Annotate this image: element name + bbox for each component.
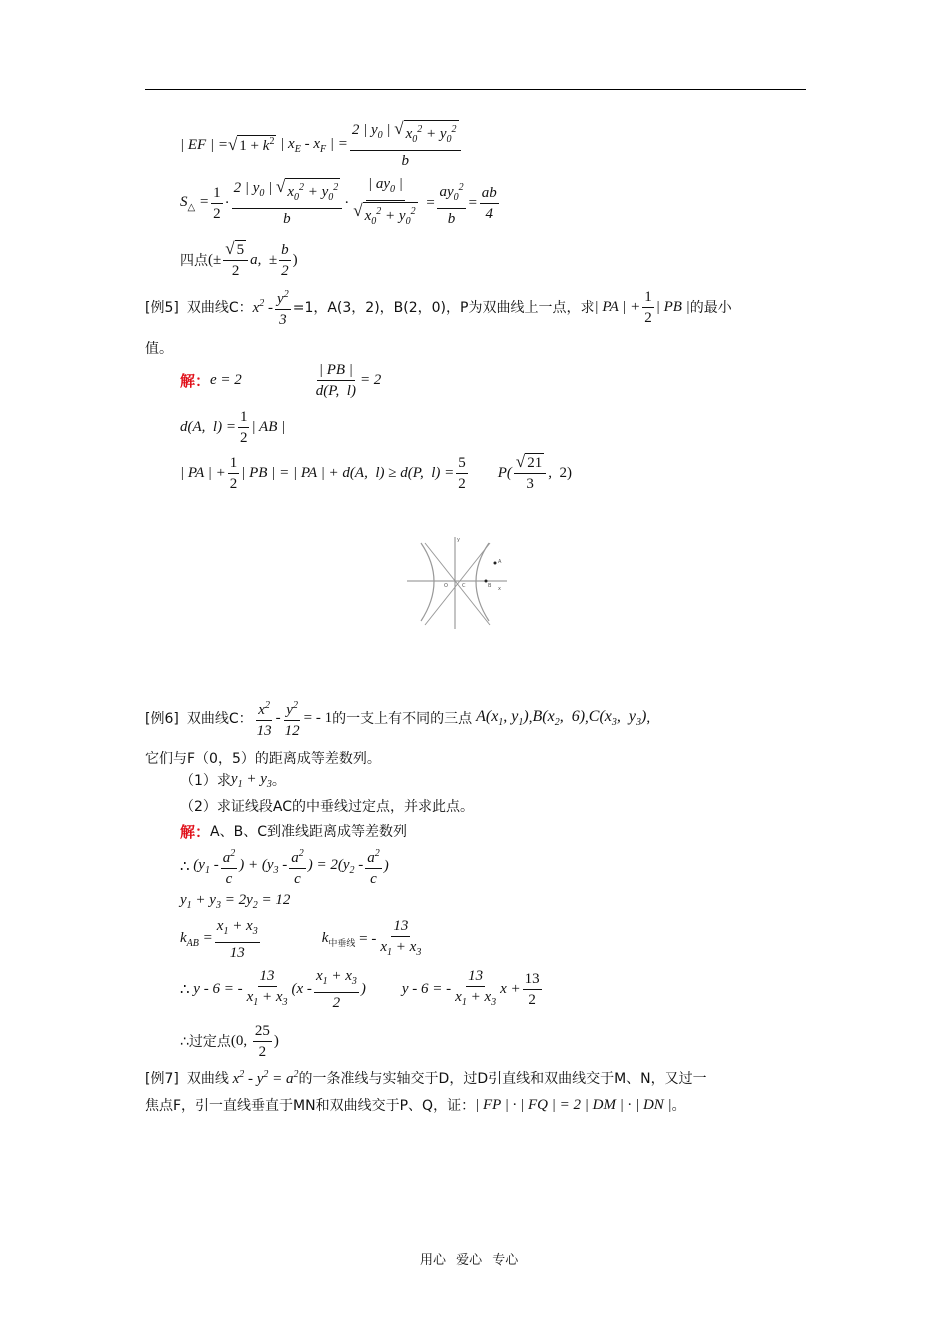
ex5-label: [例5] <box>145 300 179 316</box>
ex6-fixed-point: ∴过定点 (0, $\frac{25}{2}$ ) <box>180 1022 279 1060</box>
ex5-text3: 的最小 <box>689 300 732 316</box>
four-points: 四点 (± √ 5 2 a, ± $\frac{b}{2}$ ) <box>180 239 298 279</box>
ex5-solution-label: 解： <box>180 371 211 390</box>
ex6-solution-line5: ∴ y - 6 = - $\frac{13}{x_1 + x_3}$ (x - $\frac{x_1 + x_3}{2}$ ) y - 6 = - $\frac{13}{x_1 + x_3}$ x + $\frac{13}{2}$ <box>180 967 540 1011</box>
four-points-label: 四点 <box>180 253 208 269</box>
ex5-solution-line3: | PA | + $\frac{1}{2}$ | PB | = | PA | + d(A, l) ≥ d(P, l) = $\frac{5}{2}$ P( √ 21 3 , 2) <box>180 452 573 492</box>
ex6-solution-line2: ∴ ($y_1$ - $\frac{a^2}{c}$ ) + ($y_3$ - $\frac{a^2}{c}$ ) = $2(y_2$ - $\frac{a^2}{c}$ ) <box>180 843 389 889</box>
ex6-statement: [例6] 双曲线C： $\frac{x^2}{13}$ - $\frac{y^2}{12}$ = - 1 的一支上有不同的三点 $A(x_1$, $y_1$) , $B(x_2$, 6) , $C(x_3$, $y_3$) , <box>145 695 650 741</box>
hyperbola-figure <box>405 535 510 630</box>
formula-area: $S_\triangle$ = $\frac{1}{2}$ · 2 | $y_0$ | √ $x_0^2 + y_0^2$ b · | $ay_0$ | √ $x_0^2 + y_0^2$ = $\frac{ay_0^2}{b}$ = $\frac{ab}{4}$ <box>180 177 501 229</box>
label-c: C <box>462 583 466 589</box>
page-footer: 用心 爱心 专心 <box>420 1253 519 1268</box>
label-o: O <box>444 583 448 589</box>
ex6-solution-line1: 解： A、B、C到准线距离成等差数列 <box>180 822 407 841</box>
ex7-statement: [例7] 双曲线 $x^2 - y^2 = a^2$ 的一条准线与实轴交于D，过D引直线和双曲线交于M、N，又过一 <box>145 1068 707 1087</box>
label-x: x <box>498 586 501 592</box>
ex6-q1: （1）求 $y_1 + y_3$ 。 <box>180 770 286 790</box>
ex5-solution-line2: d(A, l) = $\frac{1}{2}$ | AB | <box>180 408 286 446</box>
header-rule <box>145 89 806 90</box>
ex6-solution-line3: $y_1 + y_3 = 2y_2 = 12$ <box>180 891 291 911</box>
ex6-statement-cont: 它们与F（0，5）的距离成等差数列。 <box>145 751 381 767</box>
ex7-statement-cont: 焦点F，引一直线垂直于MN和双曲线交于P、Q，证： | FP | · | FQ | = 2 | DM | · | DN | 。 <box>145 1096 686 1114</box>
label-a: A <box>498 559 502 565</box>
ex6-q2: （2）求证线段AC的中垂线过定点，并求此点。 <box>180 799 475 815</box>
ex5-text2: =1，A(3，2)，B(2，0)，P为双曲线上一点，求 <box>292 300 595 316</box>
ex6-solution-label: 解： <box>180 822 211 841</box>
formula-ef: | EF | = √ $1 + k^2$ | $x_E - x_F$ | = 2 | $y_0$ | √ $x_0^2 + y_0^2$ b <box>180 120 463 170</box>
label-b: B <box>488 583 492 589</box>
point-a <box>494 562 497 565</box>
ex6-solution-line4: $k_{AB}$ = $\frac{x_1 + x_3}{13}$ $k_{中垂线}$ = - $\frac{13}{x_1 + x_3}$ <box>180 917 422 961</box>
ex5-text1: 双曲线C： <box>186 300 253 316</box>
ex5-statement-cont: 值。 <box>145 341 173 357</box>
label-y: y <box>457 537 460 543</box>
ex5-statement: [例5] 双曲线C： $x^2$ - $\frac{y^2}{3}$ =1，A(3，2)，B(2，0)，P为双曲线上一点，求 | PA | + $\frac{1}{2}$ | PB | 的最小 <box>145 287 732 327</box>
ex5-solution-line1: 解： e = 2 $\frac{| PB |}{d(P, l)}$ = 2 <box>180 361 382 399</box>
ex6-text2: 的一支上有不同的三点 <box>332 711 473 727</box>
hyperbola-left-branch <box>421 543 434 621</box>
ex7-label: [例7] <box>145 1071 179 1087</box>
ex6-label: [例6] <box>145 711 179 727</box>
ex6-text1: 双曲线C： <box>186 711 253 727</box>
